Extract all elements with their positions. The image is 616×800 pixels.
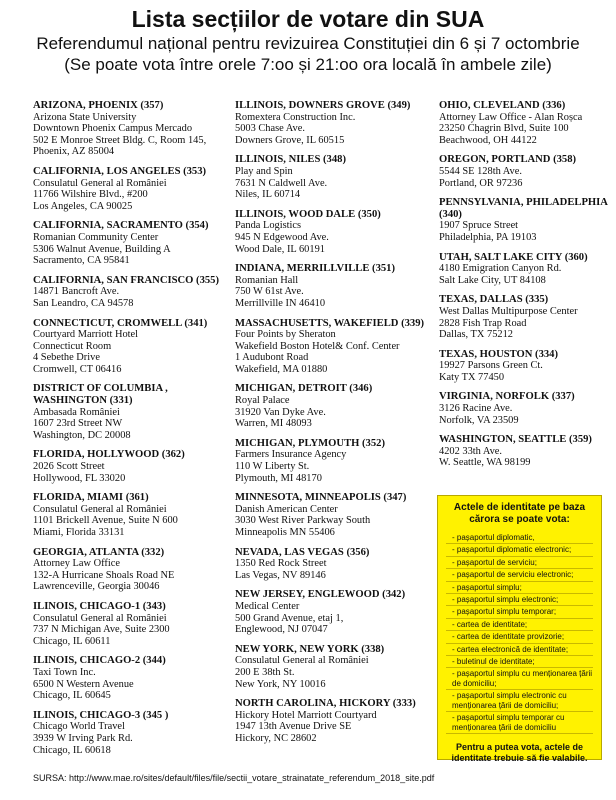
polling-station-title: DISTRICT OF COLUMBIA , WASHINGTON (331) [33, 383, 168, 407]
polling-station-address-line: 500 Grand Avenue, etaj 1, [235, 612, 344, 624]
id-document-item: - buletinul de identitate; [446, 656, 593, 668]
polling-station-address-line: Salt Lake City, UT 84108 [439, 274, 546, 286]
polling-station [235, 209, 435, 255]
polling-station-address-line: 31920 Van Dyke Ave. [235, 406, 326, 418]
polling-station-address-line: 1 Audubont Road [235, 352, 309, 364]
polling-station-address-line: San Leandro, CA 94578 [33, 297, 134, 309]
polling-station-address-line: Four Points by Sheraton [235, 329, 336, 341]
polling-station-address-line: Medical Center [235, 600, 300, 612]
polling-station-address-line: 11766 Wilshire Blvd., #200 [33, 189, 148, 201]
voting-hours-note: (Se poate vota între orele 7:oo și 21:oo ora locală în ambele zile) [64, 55, 552, 74]
polling-station-address-line: Englewood, NJ 07047 [235, 624, 328, 636]
id-document-item: - pașaportul simplu cu menționarea țării de domiciliu; [446, 668, 593, 690]
polling-station-address-line: Romanian Community Center [33, 231, 159, 243]
polling-station [33, 449, 233, 484]
polling-station-address-line: Los Angeles, CA 90025 [33, 200, 133, 212]
polling-station [235, 698, 435, 744]
polling-station-address-line: 132-A Hurricane Shoals Road NE [33, 569, 175, 581]
polling-station-address-line: Ambasada României [33, 406, 120, 418]
polling-station [33, 710, 233, 756]
id-document-item: - pașaportul de serviciu electronic; [446, 569, 593, 581]
polling-station-address-line: Farmers Insurance Agency [235, 449, 347, 461]
polling-station-address-line: Play and Spin [235, 165, 293, 177]
source-citation: SURSA: http://www.mae.ro/sites/default/files/file/sectii_votare_strainatate_referendum_2018_site.pdf [33, 773, 435, 783]
polling-station-address-line: 737 N Michigan Ave, Suite 2300 [33, 624, 170, 636]
polling-station-address-line: 1907 Spruce Street [439, 220, 519, 232]
polling-station [33, 492, 233, 538]
polling-station-address-line: Phoenix, AZ 85004 [33, 146, 115, 158]
polling-station-title: MICHIGAN, DETROIT (346) [235, 383, 373, 395]
polling-station-address-line: 110 W Liberty St. [235, 461, 310, 473]
polling-station-title: WASHINGTON, SEATTLE (359) [439, 434, 592, 446]
polling-station-address-line: Attorney Law Office - Alan Roșca [439, 111, 583, 123]
id-document-item: - cartea de identitate; [446, 619, 593, 631]
polling-station [439, 252, 614, 287]
polling-station-title: TEXAS, HOUSTON (334) [439, 348, 559, 360]
polling-station-address-line: 5306 Walnut Avenue, Building A [33, 243, 171, 255]
polling-station-address-line: Wood Dale, IL 60191 [235, 243, 325, 255]
polling-station-address-line: Las Vegas, NV 89146 [235, 569, 326, 581]
polling-station [235, 154, 435, 200]
polling-station-address-line: Taxi Town Inc. [33, 666, 96, 678]
polling-station-title: FLORIDA, MIAMI (361) [33, 492, 149, 504]
polling-station-title: PENNSYLVANIA, PHILADELPHIA (340) [439, 197, 608, 220]
polling-station-title: ILINOIS, CHICAGO-1 (343) [33, 600, 166, 612]
polling-station-address-line: Romextera Construction Inc. [235, 111, 356, 123]
polling-station-address-line: 3030 West River Parkway South [235, 515, 371, 527]
polling-station [33, 318, 233, 376]
polling-station-address-line: Norfolk, VA 23509 [439, 414, 519, 426]
polling-station-address-line: 7631 N Caldwell Ave. [235, 177, 328, 189]
polling-station-address-line: Katy TX 77450 [439, 371, 505, 383]
polling-station-address-line: Wakefield Boston Hotel& Conf. Center [235, 340, 400, 352]
polling-station-address-line: 1607 23rd Street NW [33, 418, 123, 430]
id-document-item: - pașaportul simplu temporar cu menționarea țării de domiciliu [446, 712, 593, 734]
polling-station-address-line: 1350 Red Rock Street [235, 558, 327, 570]
polling-station [33, 655, 233, 701]
polling-station-title: MASSACHUSETTS, WAKEFIELD (339) [235, 317, 425, 329]
polling-station-title: OHIO, CLEVELAND (336) [439, 100, 566, 111]
polling-station-address-line: 4180 Emigration Canyon Rd. [439, 263, 562, 275]
polling-station-address-line: Connecticut Room [33, 340, 112, 352]
polling-station-address-line: Consulatul General al României [235, 655, 369, 667]
polling-station-address-line: Plymouth, MI 48170 [235, 472, 322, 484]
polling-station-address-line: W. Seattle, WA 98199 [439, 457, 531, 469]
polling-station-title: CALIFORNIA, LOS ANGELES (353) [33, 165, 207, 177]
polling-station [235, 547, 435, 582]
polling-station-address-line: Panda Logistics [235, 220, 302, 232]
polling-station-title: ILLINOIS, WOOD DALE (350) [235, 208, 381, 220]
polling-station-address-line: Consulatul General al României [33, 177, 167, 189]
polling-station [235, 100, 435, 146]
polling-station [235, 492, 435, 538]
polling-station-address-line: Hickory Hotel Marriott Courtyard [235, 709, 377, 721]
polling-station-address-line: 19927 Parsons Green Ct. [439, 360, 543, 372]
id-documents-box [437, 495, 602, 763]
polling-station-title: CALIFORNIA, SAN FRANCISCO (355) [33, 274, 219, 286]
polling-station-title: INDIANA, MERRILLVILLE (351) [235, 263, 396, 275]
polling-station-title: MICHIGAN, PLYMOUTH (352) [235, 437, 385, 449]
polling-station-address-line: Miami, Florida 33131 [33, 527, 125, 538]
polling-station-address-line: Hollywood, FL 33020 [33, 472, 126, 484]
id-documents-title: Actele de identitate pe baza cărora se poate vota: [453, 502, 586, 525]
polling-station [33, 601, 233, 647]
polling-station-address-line: Hickory, NC 28602 [235, 732, 317, 744]
polling-station-address-line: Consulatul General al României [33, 612, 167, 624]
polling-station-address-line: Beachwood, OH 44122 [439, 134, 537, 146]
polling-station-title: NEW YORK, NEW YORK (338) [235, 643, 385, 655]
polling-station-title: VIRGINIA, NORFOLK (337) [439, 391, 575, 403]
polling-station-title: CALIFORNIA, SACRAMENTO (354) [33, 220, 209, 232]
polling-station-address-line: 6500 N Western Avenue [33, 678, 134, 690]
polling-station [439, 434, 614, 469]
polling-station-address-line: Minneapolis MN 55406 [235, 527, 335, 538]
polling-station-title: OREGON, PORTLAND (358) [439, 154, 577, 166]
id-document-item: - pașaportul simplu electronic cu menționarea țării de domiciliu; [446, 690, 593, 712]
polling-station [33, 100, 233, 158]
polling-station-address-line: Merrillville IN 46410 [235, 297, 326, 309]
polling-station-title: NEW JERSEY, ENGLEWOOD (342) [235, 589, 406, 601]
polling-station [33, 220, 233, 266]
polling-station-address-line: 3126 Racine Ave. [439, 403, 513, 415]
id-document-item: - cartea de identitate provizorie; [446, 631, 593, 643]
id-documents-list [446, 532, 593, 734]
polling-station-address-line: Downers Grove, IL 60515 [235, 134, 345, 146]
polling-station [33, 383, 233, 441]
polling-station-address-line: Consulatul General al României [33, 503, 167, 515]
polling-station [235, 263, 435, 309]
polling-station-address-line: Attorney Law Office [33, 558, 120, 570]
polling-station [235, 383, 435, 429]
polling-station [33, 166, 233, 212]
polling-station-title: FLORIDA, HOLLYWOOD (362) [33, 449, 185, 461]
polling-station-address-line: Arizona State University [33, 111, 137, 123]
polling-station-title: GEORGIA, ATLANTA (332) [33, 546, 165, 558]
polling-station-address-line: 1947 13th Avenue Drive SE [235, 721, 352, 733]
polling-station-title: TEXAS, DALLAS (335) [439, 294, 549, 306]
polling-station-title: NEVADA, LAS VEGAS (356) [235, 546, 370, 558]
id-validity-note: Pentru a putea vota, actele de identitate trebuie să fie valabile. [451, 741, 588, 763]
polling-station-address-line: Washington, DC 20008 [33, 429, 131, 441]
polling-station-address-line: 502 E Monroe Street Bldg. C, Room 145, [33, 134, 207, 146]
polling-station-address-line: Danish American Center [235, 503, 338, 515]
polling-station [235, 438, 435, 484]
id-document-item: - pașaportul simplu electronic; [446, 594, 593, 606]
id-document-item: - pașaportul simplu temporar; [446, 606, 593, 618]
polling-station-title: ILINOIS, CHICAGO-3 (345 ) [33, 709, 169, 721]
polling-station [439, 100, 614, 146]
polling-station-address-line: 2828 Fish Trap Road [439, 317, 527, 329]
polling-station-address-line: Cromwell, CT 06416 [33, 363, 122, 375]
polling-station-title: ARIZONA, PHOENIX (357) [33, 100, 164, 111]
polling-station-address-line: Niles, IL 60714 [235, 189, 301, 201]
polling-station [235, 644, 435, 690]
polling-station-address-line: Philadelphia, PA 19103 [439, 231, 537, 243]
polling-station-address-line: Wakefield, MA 01880 [235, 363, 328, 375]
polling-station [439, 154, 614, 189]
polling-station-address-line: Portland, OR 97236 [439, 177, 523, 189]
polling-station-address-line: Sacramento, CA 95841 [33, 255, 130, 267]
page-title: Lista secțiilor de votare din SUA [131, 6, 485, 32]
polling-station-address-line: Chicago World Travel [33, 721, 125, 733]
page-header [0, 0, 616, 75]
polling-station-title: ILLINOIS, NILES (348) [235, 154, 346, 166]
polling-station-title: MINNESOTA, MINNEAPOLIS (347) [235, 492, 407, 504]
polling-station-address-line: Chicago, IL 60618 [33, 744, 111, 756]
polling-station-address-line: 750 W 61st Ave. [235, 286, 304, 298]
polling-station-address-line: 4 Sebethe Drive [33, 352, 100, 364]
polling-station-address-line: 23250 Chagrin Blvd, Suite 100 [439, 123, 569, 135]
polling-station-title: ILINOIS, CHICAGO-2 (344) [33, 655, 166, 667]
polling-station-address-line: 945 N Edgewood Ave. [235, 231, 329, 243]
polling-station [439, 391, 614, 426]
polling-station-address-line: Royal Palace [235, 395, 290, 407]
polling-station-address-line: 4202 33th Ave. [439, 445, 503, 457]
polling-station [235, 589, 435, 635]
polling-station-address-line: Lawrenceville, Georgia 30046 [33, 581, 160, 593]
polling-station-address-line: Downtown Phoenix Campus Mercado [33, 123, 193, 135]
polling-station-address-line: Romanian Hall [235, 274, 299, 286]
page-subtitle: Referendumul național pentru revizuirea Constituției din 6 și 7 octombrie [36, 34, 580, 53]
polling-station-address-line: Chicago, IL 60611 [33, 635, 111, 647]
polling-station-address-line: 200 E 38th St. [235, 666, 295, 678]
polling-station-title: CONNECTICUT, CROMWELL (341) [33, 317, 208, 329]
polling-station [235, 318, 435, 376]
polling-station [439, 197, 614, 243]
polling-station-address-line: Dallas, TX 75212 [439, 329, 513, 341]
polling-station [439, 349, 614, 384]
polling-station-address-line: 3939 W Irving Park Rd. [33, 732, 133, 744]
polling-station-title: NORTH CAROLINA, HICKORY (333) [235, 698, 416, 710]
id-document-item: - pașaportul simplu; [446, 582, 593, 594]
polling-station-address-line: 5003 Chase Ave. [235, 123, 305, 135]
column-3 [439, 100, 614, 477]
polling-station-address-line: 1101 Brickell Avenue, Suite N 600 [33, 515, 178, 527]
id-document-item: - pașaportul diplomatic, [446, 532, 593, 544]
polling-station [439, 294, 614, 340]
polling-station-address-line: 5544 SE 128th Ave. [439, 165, 522, 177]
polling-station [33, 275, 233, 310]
polling-station-address-line: 2026 Scott Street [33, 461, 105, 473]
polling-station-address-line: Warren, MI 48093 [235, 418, 312, 430]
polling-station-address-line: Courtyard Marriott Hotel [33, 329, 139, 341]
polling-station-address-line: Chicago, IL 60645 [33, 690, 111, 702]
polling-station-title: UTAH, SALT LAKE CITY (360) [439, 251, 588, 263]
id-document-item: - cartea electronică de identitate; [446, 644, 593, 656]
polling-station-title: ILLINOIS, DOWNERS GROVE (349) [235, 100, 411, 111]
polling-station-address-line: West Dallas Multipurpose Center [439, 305, 578, 317]
column-1 [33, 100, 233, 764]
id-document-item: - pașaportul diplomatic electronic; [446, 544, 593, 556]
id-document-item: - pașaportul de serviciu; [446, 557, 593, 569]
column-2 [235, 100, 435, 753]
polling-station-address-line: New York, NY 10016 [235, 678, 326, 690]
polling-station [33, 547, 233, 593]
polling-station-address-line: 14871 Bancroft Ave. [33, 286, 120, 298]
